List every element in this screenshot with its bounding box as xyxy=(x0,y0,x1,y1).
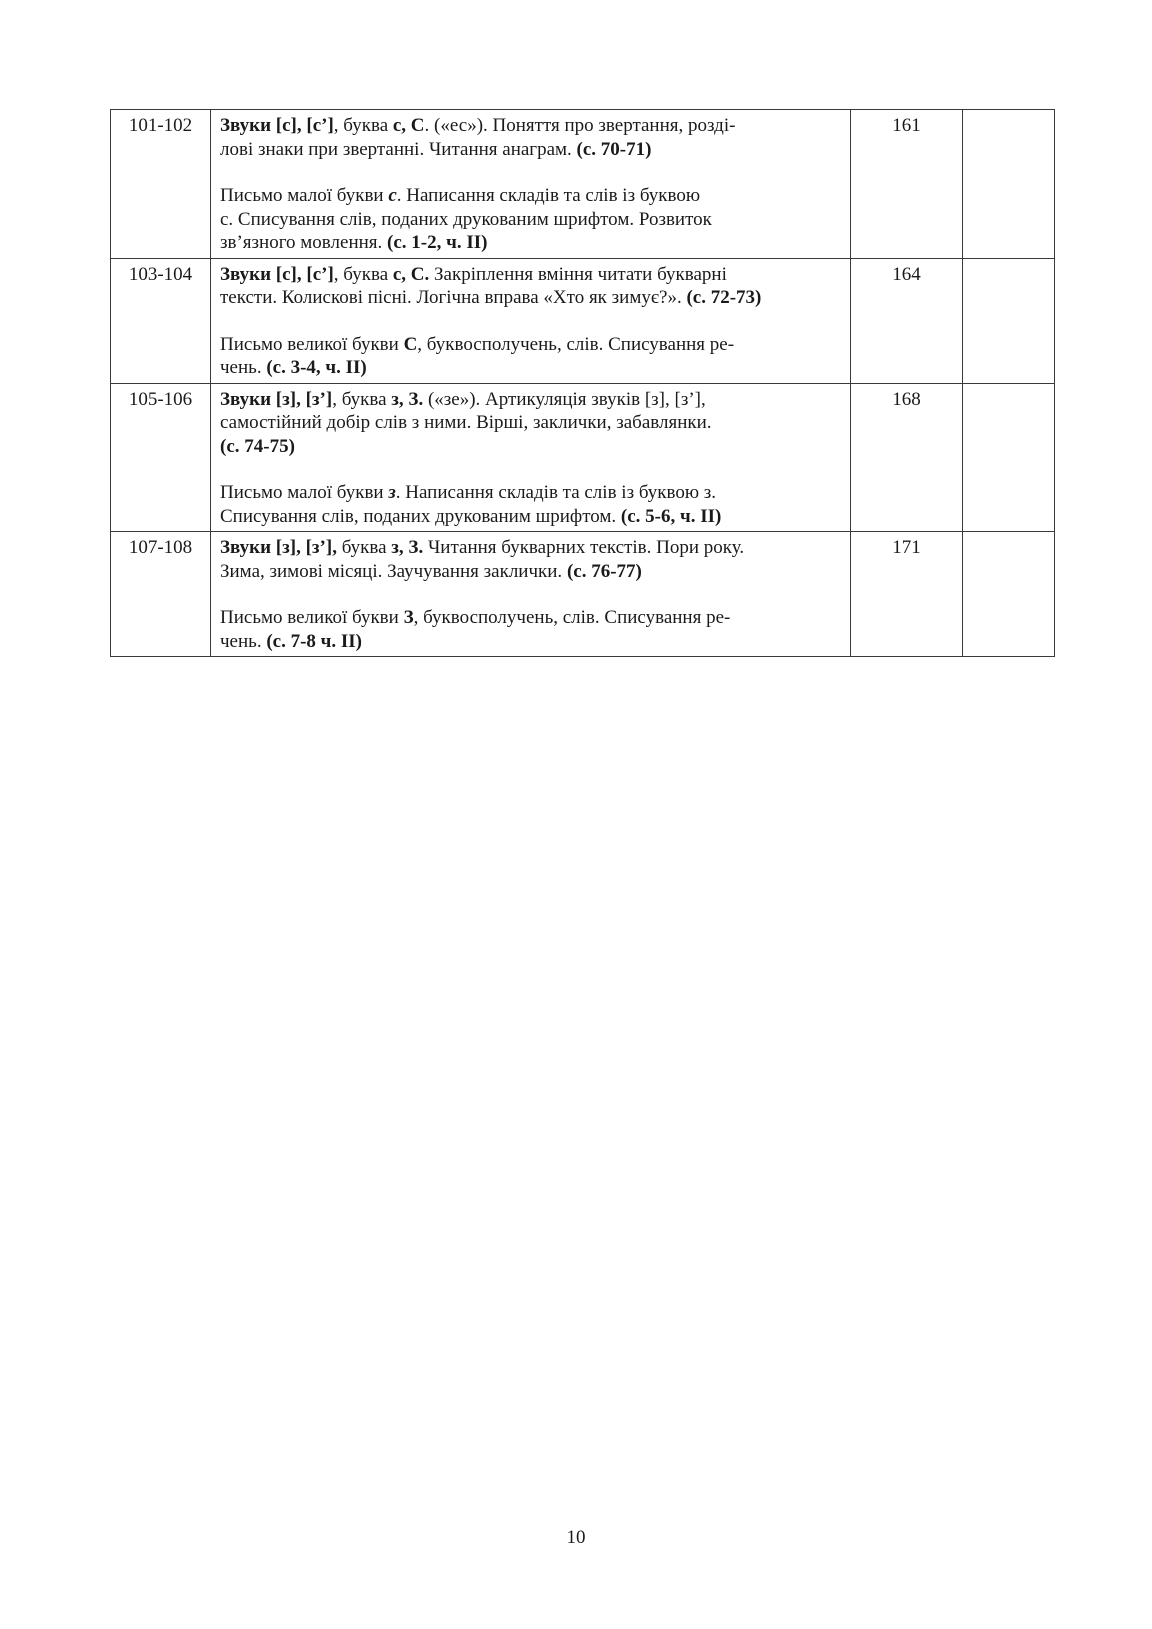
note-cell xyxy=(963,110,1055,259)
topic-text: самостійний добір слів з ними. Вірші, заклички, забавлянки. xyxy=(220,412,712,433)
table-row xyxy=(111,258,1055,383)
topic-line xyxy=(220,356,842,380)
topic-text: с. Списування слів, поданих друкованим шрифтом. Розвиток xyxy=(220,208,712,230)
topic-line xyxy=(220,184,842,208)
topic-emphasis: (с. 76-77) xyxy=(566,560,642,582)
topic-line xyxy=(220,630,842,654)
topic-line xyxy=(220,263,842,287)
topic-line xyxy=(220,231,842,255)
topic-text: . («ес»). Поняття про звертання, розді- xyxy=(424,115,736,136)
topic-emphasis: З xyxy=(403,607,414,628)
topic-text: , буква xyxy=(332,388,392,410)
topic-line xyxy=(220,208,842,232)
note-cell xyxy=(963,258,1055,383)
topic-emphasis: з, З. xyxy=(391,388,424,410)
topic-text: Читання букварних текстів. Пори року. xyxy=(423,537,745,558)
topic-line xyxy=(220,138,842,162)
topic-emphasis: (с. 3-4, ч. II) xyxy=(266,357,367,378)
topic-text: Списування слів, поданих друкованим шрифтом. xyxy=(220,505,621,527)
topic-emphasis: (с. 7-8 ч. II) xyxy=(266,630,362,652)
lesson-plan-table xyxy=(110,109,1055,657)
topic-emphasis: (с. 72-73) xyxy=(686,287,762,308)
topic-text: , буква xyxy=(333,115,393,136)
topic-text: чень. xyxy=(220,630,267,652)
topic-text: тексти. Колискові пісні. Логічна вправа «Хто як зимує?». xyxy=(220,287,687,308)
topic-emphasis: Звуки [з], [з’] xyxy=(220,388,333,410)
topic-line xyxy=(220,411,842,435)
lesson-topic-cell xyxy=(211,532,851,657)
lesson-number-cell: 105-106 xyxy=(111,383,211,532)
table-row xyxy=(111,383,1055,532)
topic-text: Закріплення вміння читати букварні xyxy=(429,263,727,285)
topic-line xyxy=(220,286,842,310)
lesson-number-cell: 107-108 xyxy=(111,532,211,657)
topic-emphasis: з, З. xyxy=(391,537,424,558)
topic-line xyxy=(220,505,842,529)
topic-emphasis: (с. 1-2, ч. II) xyxy=(387,232,488,253)
paragraph-gap xyxy=(220,583,842,606)
topic-line xyxy=(220,388,842,412)
lesson-topic-cell xyxy=(211,110,851,259)
topic-line xyxy=(220,481,842,505)
topic-line xyxy=(220,333,842,357)
topic-text: , буква xyxy=(333,263,393,285)
topic-line xyxy=(220,435,842,459)
lesson-plan-table-body xyxy=(111,110,1055,657)
topic-line xyxy=(220,536,842,560)
topic-text: Письмо малої букви xyxy=(220,482,389,503)
topic-line xyxy=(220,114,842,138)
textbook-page-cell: 164 xyxy=(851,258,963,383)
topic-text: . Написання складів та слів із буквою xyxy=(396,185,701,206)
textbook-page-cell: 161 xyxy=(851,110,963,259)
topic-emphasis: с xyxy=(388,185,397,206)
topic-text: Письмо малої букви xyxy=(220,185,389,206)
topic-emphasis: з xyxy=(388,482,396,503)
topic-emphasis: (с. 5-6, ч. II) xyxy=(620,505,722,527)
topic-text: буква xyxy=(336,537,392,558)
textbook-page-cell: 168 xyxy=(851,383,963,532)
lesson-number-cell: 103-104 xyxy=(111,258,211,383)
topic-emphasis: с, С. xyxy=(392,263,430,285)
topic-line xyxy=(220,606,842,630)
topic-text: , буквосполучень, слів. Списування ре- xyxy=(417,333,735,355)
page-number: 10 xyxy=(566,1527,586,1548)
topic-emphasis: Звуки [с], [с’] xyxy=(220,263,334,285)
lesson-number-cell: 101-102 xyxy=(111,110,211,259)
topic-emphasis: Звуки [з], [з’], xyxy=(220,537,337,558)
paragraph-gap xyxy=(220,310,842,333)
lesson-topic-cell xyxy=(211,383,851,532)
topic-text: лові знаки при звертанні. Читання анаграм. xyxy=(220,138,577,160)
note-cell xyxy=(963,383,1055,532)
topic-text: Письмо великої букви xyxy=(220,607,404,628)
topic-emphasis: Звуки [с], [с’] xyxy=(220,115,334,136)
topic-text: («зе»). Артикуляція звуків [з], [з’], xyxy=(423,388,706,410)
topic-emphasis: С xyxy=(403,333,418,355)
topic-text: Зима, зимові місяці. Заучування заклички. xyxy=(220,560,567,582)
paragraph-gap xyxy=(220,458,842,481)
topic-text: чень. xyxy=(220,357,267,378)
topic-emphasis: с, С xyxy=(392,115,425,136)
topic-text: . Написання складів та слів із буквою з. xyxy=(395,482,717,503)
textbook-page-cell: 171 xyxy=(851,532,963,657)
table-row xyxy=(111,110,1055,259)
topic-emphasis: (с. 74-75) xyxy=(220,435,295,457)
topic-text: , буквосполучень, слів. Списування ре- xyxy=(413,607,731,628)
table-row xyxy=(111,532,1055,657)
topic-text: Письмо великої букви xyxy=(220,333,404,355)
topic-emphasis: (с. 70-71) xyxy=(576,138,652,160)
note-cell xyxy=(963,532,1055,657)
topic-line xyxy=(220,560,842,584)
topic-text: зв’язного мовлення. xyxy=(220,232,388,253)
lesson-topic-cell xyxy=(211,258,851,383)
paragraph-gap xyxy=(220,161,842,184)
